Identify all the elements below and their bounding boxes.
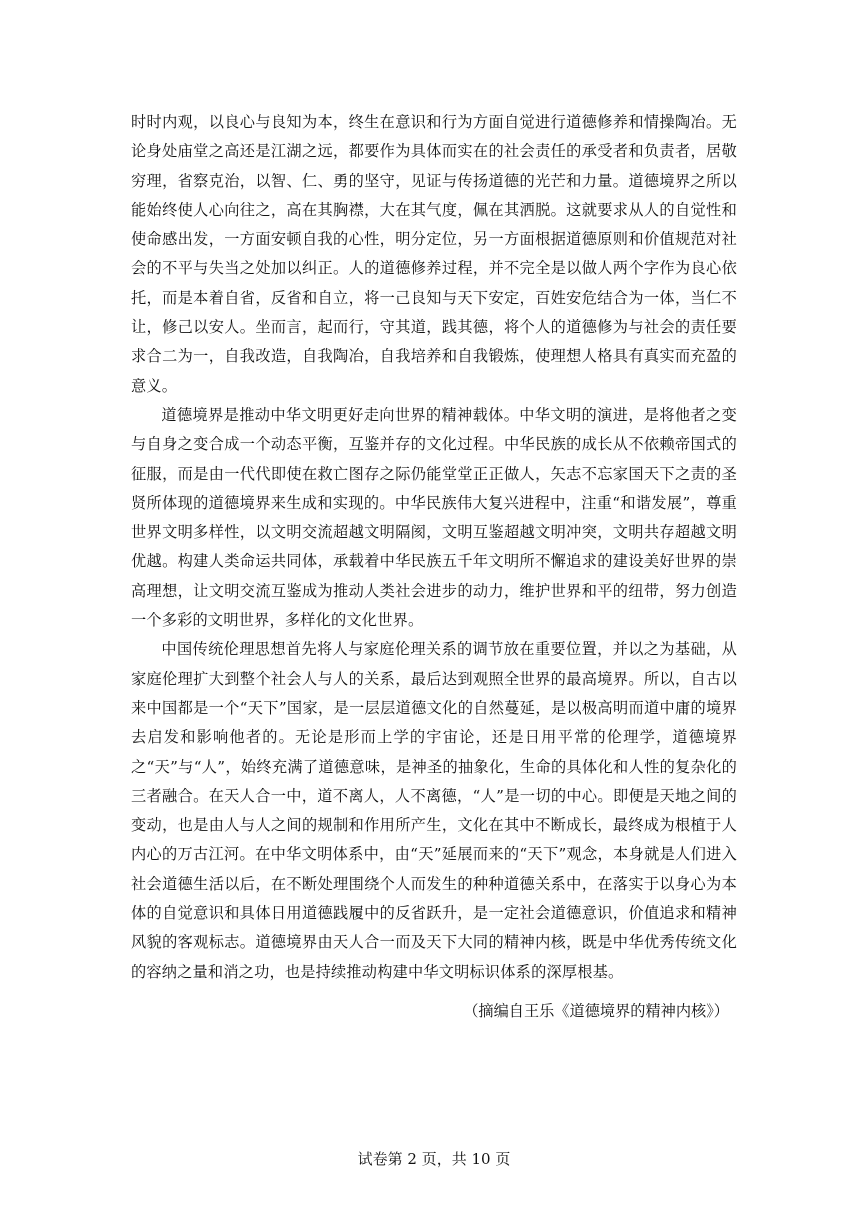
paragraph-1: 时时内观，以良心与良知为本，终生在意识和行为方面自觉进行道德修养和情操陶冶。无论身处庙堂之高还是江湖之远，都要作为具体而实在的社会责任的承受者和负责者，居敬穷理，省察克治，以智、仁、勇的坚守，见证与传扬道德的光芒和力量。道德境界之所以能始终使人心向往之，高在其胸襟，大在其气度，佩在其洒脱。这就要求从人的自觉性和使命感出发，一方面安顿自我的心性，明分定位，另一方面根据道德原则和价值规范对社会的不平与失当之处加以纠正。人的道德修养过程，并不完全是以做人两个字作为良心依托，而是本着自省，反省和自立，将一己良知与天下安定，百姓安危结合为一体，当仁不让，修己以安人。坐而言，起而行，守其道，践其德，将个人的道德修为与社会的责任要求合二为一，自我改造，自我陶冶，自我培养和自我锻炼，使理想人格具有真实而充盈的意义。 [131,113,737,395]
source-citation: （摘编自王乐《道德境界的精神内核》） [463,1001,729,1020]
paragraph-2: 道德境界是推动中华文明更好走向世界的精神载体。中华文明的演进，是将他者之变与自身之变合成一个动态平衡，互鉴并存的文化过程。中华民族的成长从不依赖帝国式的征服，而是由一代代即使在救亡图存之际仍能堂堂正正做人，矢志不忘家国天下之责的圣贤所体现的道德境界来生成和实现的。中华民族伟大复兴进程中，注重“和谐发展”，尊重世界文明多样性，以文明交流超越文明隔阂，文明互鉴超越文明冲突，文明共存超越文明优越。构建人类命运共同体，承载着中华民族五千年文明所不懈追求的建设美好世界的崇高理想，让文明交流互鉴成为推动人类社会进步的动力，维护世界和平的纽带，努力创造一个多彩的文明世界，多样化的文化世界。 [131,405,737,630]
page-footer: 试卷第 2 页，共 10 页 [357,1150,511,1168]
article-body [131,108,737,1026]
paragraph-3: 中国传统伦理思想首先将人与家庭伦理关系的调节放在重要位置，并以之为基础，从家庭伦理扩大到整个社会人与人的关系，最后达到观照全世界的最高境界。所以，自古以来中国都是一个“天下”国家，是一层层道德文化的自然蔓延，是以极高明而道中庸的境界去启发和影响他者的。无论是形而上学的宇宙论，还是日用平常的伦理学，道德境界之“天”与“人”，始终充满了道德意味，是神圣的抽象化，生命的具体化和人性的复杂化的三者融合。在天人合一中，道不离人，人不离德，“人”是一切的中心。即便是天地之间的变动，也是由人与人之间的规制和作用所产生，文化在其中不断成长，最终成为根植于人内心的万古江河。在中华文明体系中，由“天”延展而来的“天下”观念，本身就是人们进入社会道德生活以后，在不断处理围绕个人而发生的种种道德关系中，在落实于以身心为本体的自觉意识和具体日用道德践履中的反省跃升，是一定社会道德意识，价值追求和精神风貌的客观标志。道德境界由天人合一而及天下大同的精神内核，既是中华优秀传统文化的容纳之量和消之功，也是持续推动构建中华文明标识体系的深厚根基。 [131,640,737,981]
